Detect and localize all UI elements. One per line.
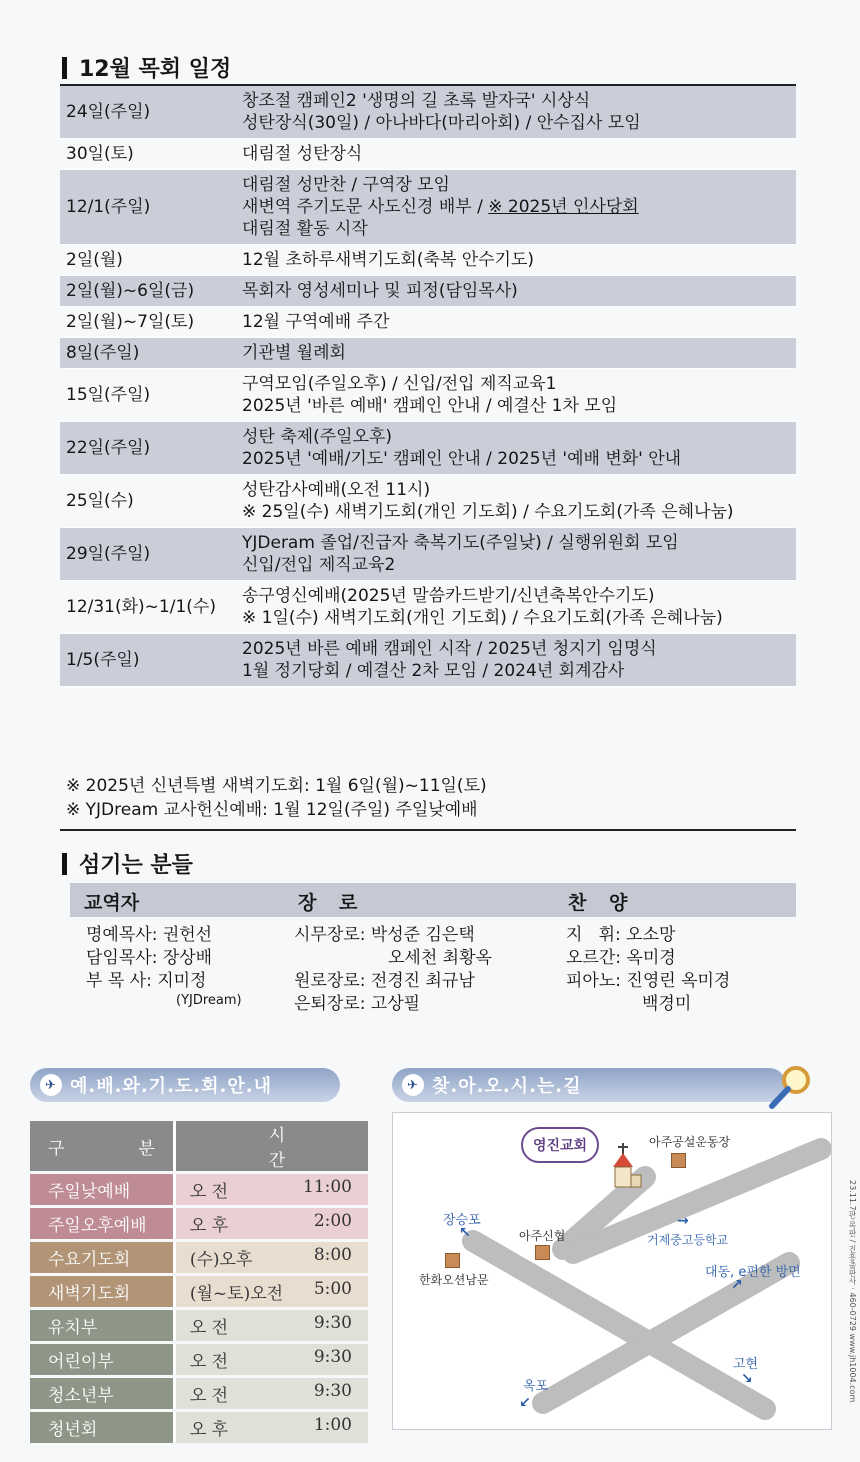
label-jangseung: 장승포 — [443, 1213, 481, 1228]
schedule-events — [242, 139, 796, 169]
schedule-row — [60, 634, 796, 687]
schedule-date: 2일(월) — [66, 250, 123, 270]
arrow-icon: → — [677, 1213, 689, 1229]
schedule-date: 8일(주일) — [66, 343, 140, 363]
servers-title — [62, 848, 193, 879]
title-bar — [62, 57, 67, 79]
publisher-text: 23.11.7판·목판 / 진흥출판사 · 460-0729 www.jh1004.com — [848, 1180, 857, 1403]
map-title-text: 찾.아.오.시.는.길 — [432, 1076, 582, 1097]
schedule-date: 2일(월)~7일(토) — [66, 312, 195, 332]
worship-row — [30, 1310, 368, 1341]
pastor: 담임목사: 장상배 — [86, 948, 213, 968]
schedule-title-text: 12월 목회 일정 — [79, 57, 232, 82]
elders-list — [294, 924, 492, 1016]
schedule-row — [60, 139, 796, 170]
event-text: 새변역 주기도문 사도신경 배부 / — [242, 197, 489, 217]
elder: 오세천 최황옥 — [388, 948, 492, 968]
worship-row — [30, 1174, 368, 1205]
arrow-icon: ↘ — [741, 1371, 753, 1387]
event-text: 12월 초하루새벽기도회(축복 안수기도) — [242, 250, 535, 270]
praise-member: 백경미 — [642, 994, 692, 1014]
worship-time-cell — [173, 1310, 368, 1341]
church-icon — [609, 1143, 639, 1191]
schedule-events — [242, 170, 796, 244]
schedule-date: 24일(주일) — [66, 102, 151, 122]
worship-time-cell — [173, 1276, 368, 1307]
worship-time: 11:00 — [303, 1177, 352, 1197]
label-hanwha: 한화오션남문 — [419, 1273, 489, 1287]
label-gohyeon: 고현 — [733, 1357, 759, 1372]
arrow-icon: ↗ — [731, 1277, 743, 1293]
worship-table — [30, 1118, 368, 1446]
schedule-event-line — [242, 373, 796, 395]
worship-time-cell — [173, 1208, 368, 1239]
header-category: 구 분 — [30, 1121, 173, 1171]
schedule-events — [242, 276, 796, 306]
schedule-event-line — [242, 311, 796, 333]
schedule-row — [60, 581, 796, 634]
worship-time: 9:30 — [313, 1347, 352, 1367]
schedule-date: 12/1(주일) — [66, 197, 151, 217]
schedule-date: 29일(주일) — [66, 544, 151, 564]
event-text: 송구영신예배(2025년 말씀카드받기/신년축복안수기도) — [242, 586, 655, 606]
worship-row — [30, 1344, 368, 1375]
worship-name: 주일낮예배 — [30, 1174, 173, 1205]
worship-row — [30, 1378, 368, 1409]
elder: 은퇴장로: 고상필 — [294, 994, 421, 1014]
event-text: 2025년 바른 예배 캠페인 시작 / 2025년 청지기 임명식 — [242, 639, 657, 659]
event-text: ※ 1일(수) 새벽기도회(개인 기도회) / 수요기도회(가족 은혜나눔) — [242, 608, 723, 628]
worship-time: 5:00 — [313, 1279, 352, 1299]
header-praise: 찬 양 — [568, 892, 636, 914]
title-bar — [62, 853, 67, 875]
schedule-events — [242, 86, 796, 138]
praise-member: 오르간: 옥미경 — [566, 948, 676, 968]
worship-time-cell — [173, 1378, 368, 1409]
schedule-events — [242, 528, 796, 580]
worship-name: 수요기도회 — [30, 1242, 173, 1273]
building-icon — [535, 1245, 550, 1260]
worship-name: 어린이부 — [30, 1344, 173, 1375]
worship-row — [30, 1242, 368, 1273]
label-school: 거제중고등학교 — [647, 1233, 729, 1247]
elder: 원로장로: 전경진 최규남 — [294, 971, 475, 991]
worship-time-cell — [173, 1412, 368, 1443]
schedule-event-line — [242, 143, 796, 165]
schedule-event-line — [242, 554, 796, 576]
schedule-row — [60, 86, 796, 139]
pastor: 명예목사: 권헌선 — [86, 925, 213, 945]
event-text: 1월 정기당회 / 예결산 2차 모임 / 2024년 회계감사 — [242, 661, 625, 681]
schedule-row — [60, 528, 796, 581]
schedule-row — [60, 338, 796, 369]
pastor: 부 목 사: 지미정 — [86, 971, 207, 991]
praise-list — [566, 924, 730, 1016]
schedule-date: 1/5(주일) — [66, 650, 140, 670]
worship-period: 오 후 — [189, 1420, 229, 1440]
pastor-note: (YJDream) — [176, 993, 242, 1008]
worship-title — [30, 1068, 340, 1102]
building-icon — [445, 1253, 460, 1268]
arrow-icon: ↙ — [519, 1395, 531, 1411]
note: ※ 2025년 신년특별 새벽기도회: 1월 6일(월)~11일(토) — [66, 776, 487, 796]
event-text: 대림절 활동 시작 — [242, 219, 368, 239]
magnifier-icon — [764, 1062, 814, 1112]
worship-row — [30, 1276, 368, 1307]
worship-name: 청년회 — [30, 1412, 173, 1443]
schedule-title — [62, 52, 231, 83]
event-text: 12월 구역예배 주간 — [242, 312, 390, 332]
header-elders: 장 로 — [298, 892, 366, 914]
worship-time-cell — [173, 1174, 368, 1205]
map — [392, 1112, 832, 1430]
church-label: 영진교회 — [521, 1127, 599, 1163]
label-okpo: 옥포 — [523, 1379, 549, 1394]
worship-row — [30, 1208, 368, 1239]
schedule-event-line — [242, 90, 796, 112]
header-time: 시 간 — [173, 1121, 368, 1171]
worship-row — [30, 1412, 368, 1443]
schedule-event-line — [242, 112, 796, 134]
schedule-date: 15일(주일) — [66, 385, 151, 405]
schedule-row — [60, 307, 796, 338]
worship-name: 새벽기도회 — [30, 1276, 173, 1307]
label-daedong: 대동, e편한 방면 — [705, 1265, 801, 1280]
schedule-event-line — [242, 174, 796, 196]
schedule-date: 22일(주일) — [66, 438, 151, 458]
event-text: 성탄 축제(주일오후) — [242, 427, 393, 447]
worship-name: 유치부 — [30, 1310, 173, 1341]
schedule-event-line — [242, 660, 796, 682]
schedule-event-line — [242, 249, 796, 271]
worship-time: 1:00 — [313, 1415, 352, 1435]
event-text: 성탄감사예배(오전 11시) — [242, 480, 431, 500]
schedule-date: 12/31(화)~1/1(수) — [66, 597, 216, 617]
worship-period: (월~토)오전 — [189, 1284, 284, 1304]
schedule-events — [242, 307, 796, 337]
event-text: YJDeram 졸업/진급자 축복기도(주일낮) / 실행위원회 모임 — [242, 533, 679, 553]
schedule-event-line — [242, 280, 796, 302]
event-text: ※ 25일(수) 새벽기도회(개인 기도회) / 수요기도회(가족 은혜나눔) — [242, 502, 734, 522]
pastors-list — [86, 924, 242, 1009]
schedule-row — [60, 422, 796, 475]
schedule-row — [60, 475, 796, 528]
arrow-icon: ↖ — [459, 1225, 471, 1241]
schedule-date: 2일(월)~6일(금) — [66, 281, 195, 301]
schedule-events — [242, 369, 796, 421]
schedule-events — [242, 475, 796, 527]
label-stadium: 아주공설운동장 — [649, 1135, 731, 1149]
worship-time-cell — [173, 1242, 368, 1273]
worship-header-row — [30, 1121, 368, 1171]
schedule-event-line — [242, 448, 796, 470]
schedule-events — [242, 634, 796, 686]
map-title — [392, 1068, 786, 1102]
label-ajushinhyup: 아주신협 — [519, 1229, 566, 1243]
worship-period: 오 전 — [189, 1318, 229, 1338]
worship-time: 9:30 — [313, 1313, 352, 1333]
schedule-event-line — [242, 638, 796, 660]
event-text: 대림절 성탄장식 — [242, 144, 363, 164]
worship-time: 8:00 — [313, 1245, 352, 1265]
praise-member: 지 휘: 오소망 — [566, 925, 676, 945]
schedule-row — [60, 276, 796, 307]
praise-member: 피아노: 진영린 옥미경 — [566, 971, 731, 991]
event-text: 신입/전입 제직교육2 — [242, 555, 396, 575]
worship-period: 오 후 — [189, 1216, 229, 1236]
worship-time: 2:00 — [313, 1211, 352, 1231]
worship-period: 오 전 — [189, 1182, 229, 1202]
schedule-date: 25일(수) — [66, 491, 134, 511]
worship-period: 오 전 — [189, 1352, 229, 1372]
schedule-events — [242, 422, 796, 474]
event-text: 성탄장식(30일) / 아나바다(마리아회) / 안수집사 모임 — [242, 113, 641, 133]
worship-title-text: 예.배.와.기.도.회.안.내 — [70, 1076, 272, 1097]
schedule-date: 30일(토) — [66, 144, 134, 164]
schedule-event-line — [242, 342, 796, 364]
event-text: 2025년 '예배/기도' 캠페인 안내 / 2025년 '예배 변화' 안내 — [242, 449, 682, 469]
schedule-event-line — [242, 395, 796, 417]
event-text: 창조절 캠페인2 '생명의 길 초록 발자국' 시상식 — [242, 91, 591, 111]
schedule-row — [60, 170, 796, 245]
note: ※ YJDream 교사헌신예배: 1월 12일(주일) 주일낮예배 — [66, 800, 478, 820]
schedule-events — [242, 581, 796, 633]
dove-icon: ✈ — [402, 1074, 424, 1096]
schedule-event-line — [242, 426, 796, 448]
schedule-event-line — [242, 607, 796, 629]
dove-icon: ✈ — [40, 1074, 62, 1096]
worship-name: 주일오후예배 — [30, 1208, 173, 1239]
schedule-event-line — [242, 532, 796, 554]
servers-header — [70, 883, 796, 917]
schedule-event-line — [242, 501, 796, 523]
building-icon — [671, 1153, 686, 1168]
worship-name: 청소년부 — [30, 1378, 173, 1409]
event-text: 대림절 성만찬 / 구역장 모임 — [242, 175, 450, 195]
worship-period: (수)오후 — [189, 1250, 253, 1270]
schedule-row — [60, 369, 796, 422]
schedule-event-line — [242, 196, 796, 218]
schedule-row — [60, 245, 796, 276]
event-text: 목회자 영성세미나 및 피정(담임목사) — [242, 281, 518, 301]
elder: 시무장로: 박성준 김은택 — [294, 925, 475, 945]
worship-period: 오 전 — [189, 1386, 229, 1406]
worship-time-cell — [173, 1344, 368, 1375]
event-text: 구역모임(주일오후) / 신입/전입 제직교육1 — [242, 374, 557, 394]
schedule-event-line — [242, 585, 796, 607]
schedule-event-line — [242, 479, 796, 501]
divider — [60, 829, 796, 831]
servers-title-text: 섬기는 분들 — [79, 853, 193, 878]
event-text: 2025년 '바른 예배' 캠페인 안내 / 예결산 1차 모임 — [242, 396, 618, 416]
schedule-event-line — [242, 218, 796, 240]
event-text: 기관별 월례회 — [242, 343, 346, 363]
schedule-table — [60, 86, 796, 687]
event-highlight: ※ 2025년 인사당회 — [488, 197, 639, 217]
schedule-events — [242, 245, 796, 275]
schedule-events — [242, 338, 796, 368]
worship-time: 9:30 — [313, 1381, 352, 1401]
schedule-notes — [66, 774, 487, 822]
header-pastors: 교역자 — [84, 892, 140, 914]
